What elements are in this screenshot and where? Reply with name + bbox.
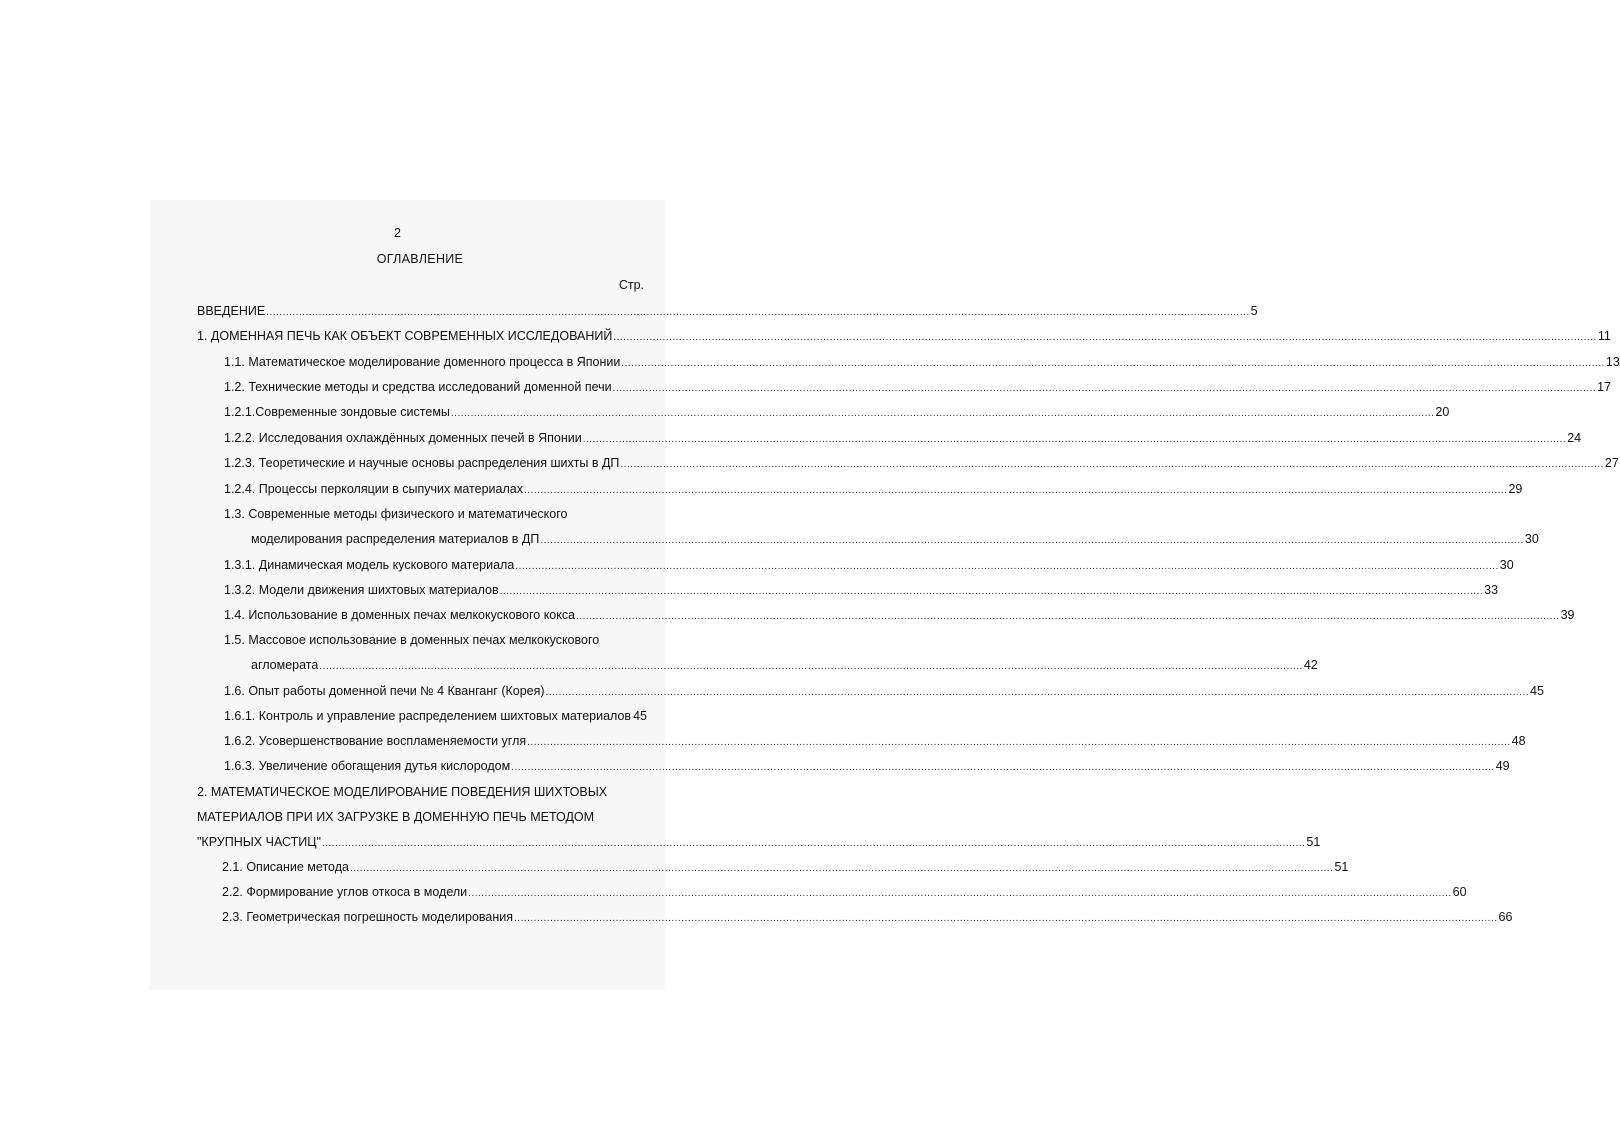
toc-entry [197, 303, 1258, 319]
toc-entry-title: 2.1. Описание метода [222, 860, 349, 874]
toc-leader-dots: ............................................................................................................................................................................................................................................................................................................ [540, 535, 1524, 546]
toc-entry [197, 834, 1321, 850]
toc-entry-page: 48 [1511, 734, 1526, 748]
toc-leader-dots: ............................................................................................................................................................................................................................................................................................................ [266, 307, 1250, 318]
toc-entry-title: 1.1. Математическое моделирование доменного процесса в Японии [224, 355, 621, 369]
toc-entry [251, 657, 1318, 673]
toc-entry [224, 404, 1450, 420]
toc-leader-dots: ............................................................................................................................................................................................................................................................................................................ [523, 485, 1508, 496]
toc-entry-page: 27 [1604, 456, 1619, 470]
toc-entry-page: 17 [1597, 380, 1612, 394]
toc-entry-page: 51 [1334, 860, 1349, 874]
toc-entry-title: 1.4. Использование в доменных печах мелкокускового кокса [224, 608, 576, 622]
toc-leader-dots: ............................................................................................................................................................................................................................................................................................................ [321, 838, 1306, 849]
toc-leader-dots: ............................................................................................................................................................................................................................................................................................................ [613, 332, 1597, 343]
toc-leader-dots: ............................................................................................................................................................................................................................................................................................................ [582, 434, 1567, 445]
toc-leader-dots: ............................................................................................................................................................................................................................................................................................................ [620, 459, 1604, 470]
toc-entry [224, 582, 1499, 598]
toc-entry-page: 33 [1484, 583, 1499, 597]
toc-entry-title: 1.6.3. Увеличение обогащения дутья кислородом [224, 759, 511, 773]
toc-entry [224, 607, 1575, 623]
toc-entry [224, 733, 1526, 749]
toc-entry-page: 30 [1524, 532, 1539, 546]
toc-entry-title-line: 1.5. Массовое использование в доменных печах мелкокускового [224, 633, 600, 647]
toc-entry [224, 379, 1612, 395]
toc-entry-page: 49 [1495, 759, 1510, 773]
toc-entry-title-line: 2. МАТЕМАТИЧЕСКОЕ МОДЕЛИРОВАНИЕ ПОВЕДЕНИЯ ШИХТОВЫХ [197, 785, 608, 799]
toc-entry [224, 481, 1523, 497]
toc-entry-page: 13 [1605, 355, 1620, 369]
toc-leader-dots: ............................................................................................................................................................................................................................................................................................................ [621, 358, 1605, 369]
toc-entry-title: моделирования распределения материалов в ДП [251, 532, 540, 546]
toc-entry [224, 683, 1544, 699]
toc-entry [224, 354, 1620, 370]
toc-entry [197, 328, 1611, 344]
toc-entry [224, 758, 1510, 774]
toc-entry-page: 45 [633, 709, 647, 723]
toc-entry-title: 2.3. Геометрическая погрешность моделирования [222, 910, 514, 924]
toc-entry [224, 708, 647, 724]
toc-leader-dots: ............................................................................................................................................................................................................................................................................................................ [576, 611, 1560, 622]
toc-entry-title-line: МАТЕРИАЛОВ ПРИ ИХ ЗАГРУЗКЕ В ДОМЕННУЮ ПЕЧЬ МЕТОДОМ [197, 810, 595, 824]
toc-leader-dots: ............................................................................................................................................................................................................................................................................................................ [545, 687, 1530, 698]
toc-entry-page: 11 [1597, 329, 1611, 343]
toc-entry-title: 1. ДОМЕННАЯ ПЕЧЬ КАК ОБЪЕКТ СОВРЕМЕННЫХ ИССЛЕДОВАНИЙ [197, 329, 613, 343]
toc-entry-title: 1.2. Технические методы и средства исследований доменной печи [224, 380, 612, 394]
toc-leader-dots: ............................................................................................................................................................................................................................................................................................................ [319, 661, 1303, 672]
toc-entry-page: 45 [1530, 684, 1544, 698]
toc-entry-page: 60 [1452, 885, 1467, 899]
toc-leader-dots: ............................................................................................................................................................................................................................................................................................................ [527, 737, 1511, 748]
toc-entry [222, 909, 1513, 925]
toc-leader-dots: ............................................................................................................................................................................................................................................................................................................ [612, 383, 1597, 394]
toc-entry-page: 29 [1508, 482, 1523, 496]
toc-leader-dots: ............................................................................................................................................................................................................................................................................................................ [349, 863, 1334, 874]
toc-entry-page: 30 [1499, 558, 1514, 572]
toc-entry-title: 1.3.2. Модели движения шихтовых материалов [224, 583, 499, 597]
toc-entry [224, 430, 1582, 446]
toc-entry [251, 531, 1539, 547]
toc-entry-page: 51 [1306, 835, 1321, 849]
toc-entry [222, 884, 1467, 900]
toc-leader-dots: ............................................................................................................................................................................................................................................................................................................ [514, 913, 1498, 924]
toc-entry-title: 1.6.1. Контроль и управление распределением шихтовых материалов [224, 709, 632, 723]
toc-entry-title: 1.6.2. Усовершенствование воспламеняемости угля [224, 734, 527, 748]
toc-leader-dots: ............................................................................................................................................................................................................................................................................................................ [468, 888, 1452, 899]
toc-title: ОГЛАВЛЕНИЕ [376, 252, 464, 266]
toc-entry-title: 1.2.4. Процессы перколяции в сыпучих материалах [224, 482, 523, 496]
toc-leader-dots: ............................................................................................................................................................................................................................................................................................................ [515, 561, 1499, 572]
toc-entry [224, 557, 1514, 573]
toc-entry-page: 20 [1435, 405, 1450, 419]
toc-entry [224, 455, 1619, 471]
toc-leader-dots: ............................................................................................................................................................................................................................................................................................................ [511, 762, 1495, 773]
toc-entry-title: "КРУПНЫХ ЧАСТИЦ" [197, 835, 321, 849]
toc-entry-title: агломерата [251, 658, 319, 672]
page-number: 2 [394, 226, 401, 240]
toc-entry-title: 1.6. Опыт работы доменной печи № 4 Кванганг (Корея) [224, 684, 545, 698]
toc-entry-title: 1.2.3. Теоретические и научные основы распределения шихты в ДП [224, 456, 620, 470]
toc-entry-page: 66 [1498, 910, 1513, 924]
toc-entry-page: 24 [1567, 431, 1582, 445]
toc-entry-title: 1.3.1. Динамическая модель кускового материала [224, 558, 515, 572]
toc-leader-dots: ............................................................................................................................................................................................................................................................................................................ [499, 586, 1484, 597]
toc-entry-page: 39 [1560, 608, 1575, 622]
toc-entry-title: 1.2.1.Современные зондовые системы [224, 405, 450, 419]
toc-entry-title: 1.2.2. Исследования охлаждённых доменных печей в Японии [224, 431, 582, 445]
page-column-label: Стр. [618, 278, 644, 292]
toc-leader-dots: ............................................................................................................................................................................................................................................................................................................ [450, 408, 1435, 419]
toc-entry-title-line: 1.3. Современные методы физического и математического [224, 507, 568, 521]
toc-entry-title: ВВЕДЕНИЕ [197, 304, 266, 318]
toc-entry-page: 42 [1303, 658, 1318, 672]
toc-entry [222, 859, 1349, 875]
toc-entry-title: 2.2. Формирование углов откоса в модели [222, 885, 468, 899]
toc-entry-page: 5 [1250, 304, 1258, 318]
